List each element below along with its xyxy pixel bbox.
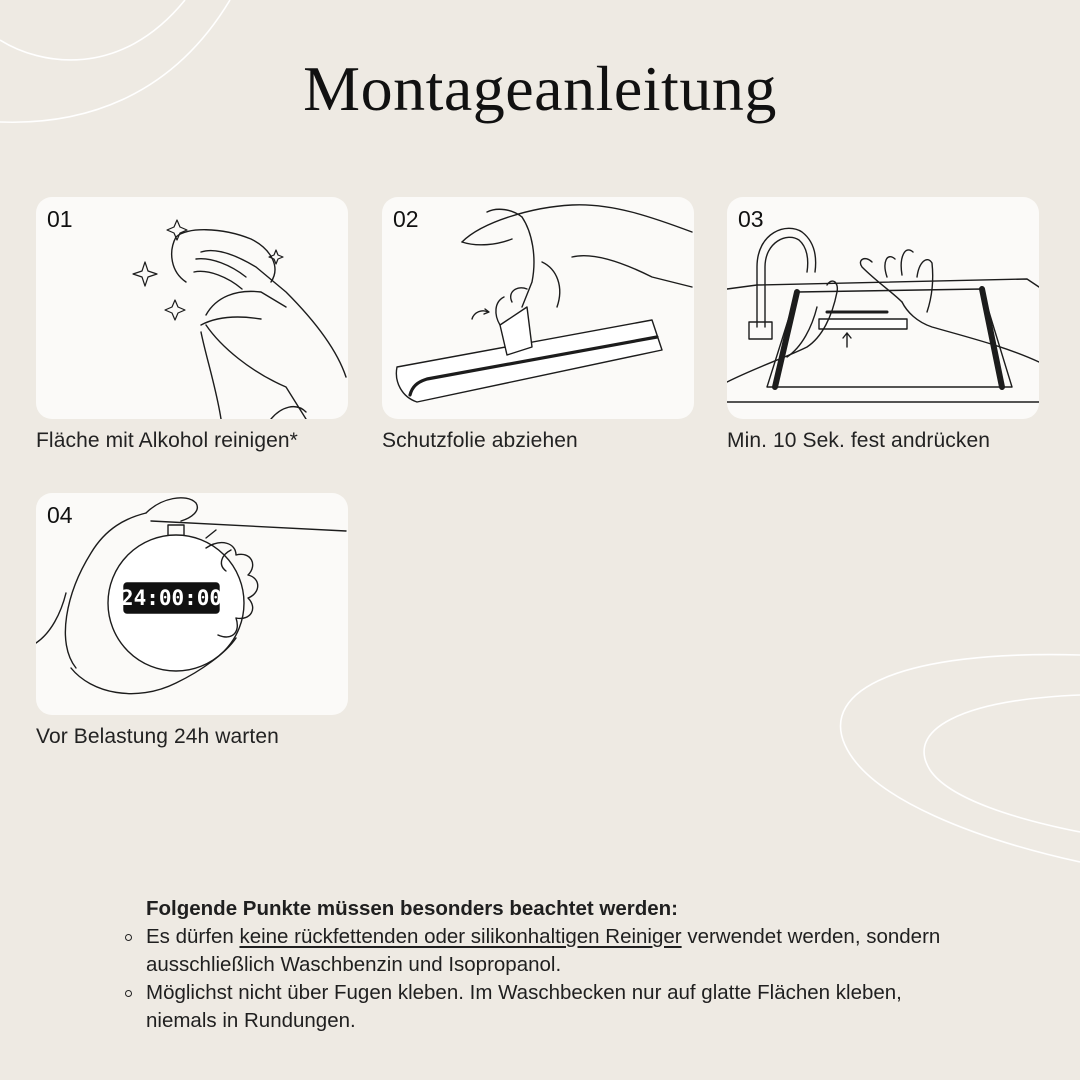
note-item (123, 979, 963, 1035)
step-4 (36, 493, 348, 749)
stopwatch-icon (36, 493, 348, 715)
note-text: Es dürfen (146, 925, 240, 948)
notes-list (123, 923, 963, 1035)
bullet-circle-icon (125, 990, 132, 997)
peel-film-icon (382, 197, 694, 419)
step-card (382, 197, 694, 419)
bullet-circle-icon (125, 934, 132, 941)
notes-section (123, 895, 963, 1035)
step-number: 02 (393, 206, 419, 232)
step-2 (382, 197, 694, 453)
step-number: 04 (47, 502, 73, 528)
timer-display: 24:00:00 (120, 586, 223, 610)
hand-wiping-icon (36, 197, 348, 419)
step-card (36, 197, 348, 419)
step-1 (36, 197, 348, 453)
step-caption: Vor Belastung 24h warten (36, 725, 279, 748)
note-underlined-text: keine rückfettenden oder silikonhaltigen Reiniger (239, 925, 682, 948)
step-caption: Fläche mit Alkohol reinigen* (36, 429, 298, 452)
notes-heading: Folgende Punkte müssen besonders beachtet werden: (146, 897, 678, 920)
page-title: Montageanleitung (303, 53, 777, 124)
step-card (36, 493, 348, 715)
note-text: Möglichst nicht über Fugen kleben. Im Waschbecken nur auf glatte Flächen kleben, niemals in Rundungen. (146, 981, 902, 1032)
step-caption: Schutzfolie abziehen (382, 429, 578, 452)
step-number: 03 (738, 206, 764, 232)
step-card (727, 197, 1039, 419)
note-text: verwendet werden, sondern ausschließlich Waschbenzin und Isopropanol. (146, 925, 941, 976)
press-sink-icon (727, 197, 1039, 419)
step-3 (727, 197, 1039, 453)
step-caption: Min. 10 Sek. fest andrücken (727, 429, 991, 452)
note-item (123, 923, 963, 979)
step-number: 01 (47, 206, 73, 232)
